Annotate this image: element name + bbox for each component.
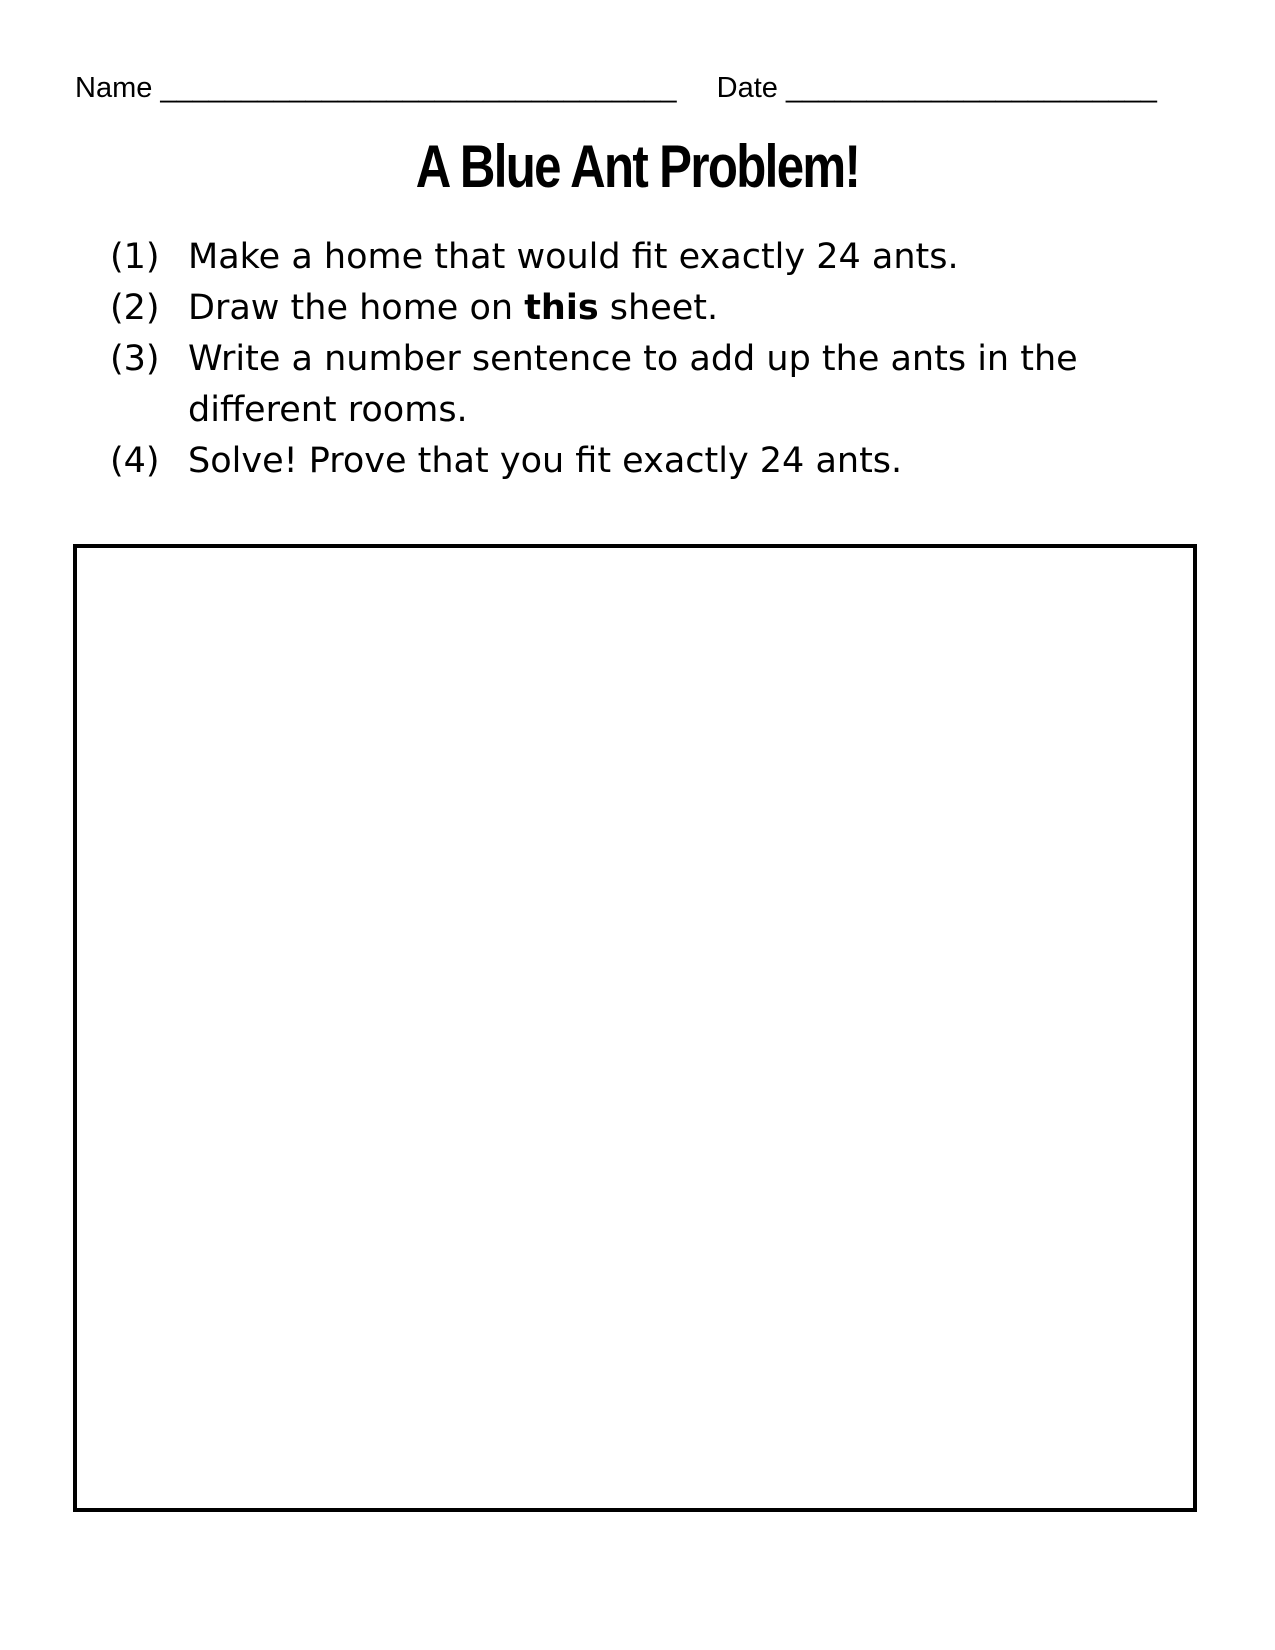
instruction-item	[110, 334, 1160, 436]
instruction-text-part: Draw the home on	[188, 288, 525, 328]
instruction-item	[110, 283, 1160, 334]
name-date-line	[75, 72, 1157, 112]
name-blank[interactable]: ________________________________	[160, 72, 677, 104]
drawing-area[interactable]	[73, 544, 1197, 1512]
instruction-item	[110, 436, 1160, 487]
instruction-text: Solve! Prove that you fit exactly 24 ants.	[188, 441, 903, 481]
instruction-text-part: sheet.	[598, 288, 719, 328]
date-label: Date	[716, 72, 778, 104]
instruction-number: (2)	[110, 288, 160, 328]
instruction-item	[110, 232, 1160, 283]
name-label: Name	[75, 72, 153, 104]
instruction-number: (3)	[110, 339, 160, 379]
date-blank[interactable]: _______________________	[785, 72, 1157, 104]
instruction-text: Make a home that would fit exactly 24 ants.	[188, 237, 959, 277]
instruction-list	[110, 232, 1160, 487]
instruction-text: Write a number sentence to add up the ants in the different rooms.	[188, 339, 1078, 430]
instruction-text	[188, 283, 1160, 334]
instruction-number: (1)	[110, 237, 160, 277]
instruction-number: (4)	[110, 441, 160, 481]
worksheet-title: A Blue Ant Problem!	[415, 133, 860, 200]
instruction-emphasis: this	[524, 288, 599, 328]
